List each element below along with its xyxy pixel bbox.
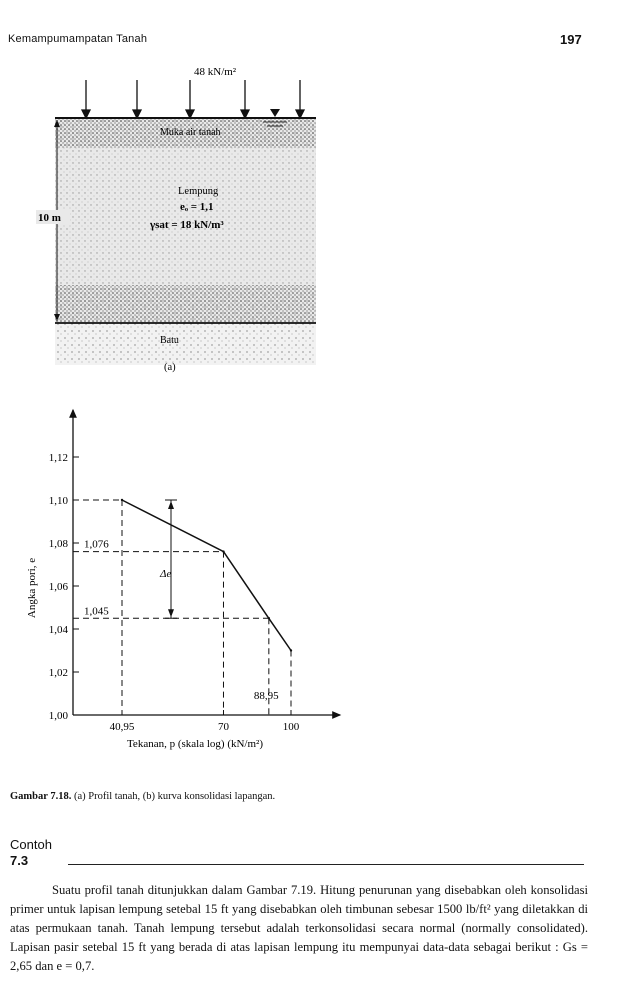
void-ratio-label: eₒ = 1,1 [180, 201, 214, 213]
example-number: 7.3 [10, 853, 29, 868]
y-tick-label: 1,04 [48, 624, 68, 636]
x-tick-label: 100 [282, 721, 300, 733]
panel-a-label: (a) [164, 362, 176, 373]
x-axis-label: Tekanan, p (skala log) (kN/m²) [126, 738, 264, 750]
annotation-p-8895: 88,95 [253, 690, 279, 702]
unit-weight-label: γsat = 18 kN/m³ [150, 219, 224, 231]
page-number: 197 [560, 32, 582, 47]
soil-name-label: Lempung [178, 186, 219, 197]
y-tick-label: 1,06 [48, 581, 68, 593]
y-axis-label: Angka pori, e [26, 557, 38, 619]
water-table-label: Muka air tanah [160, 127, 221, 138]
example-heading-rule [68, 864, 584, 865]
annotation-e-1045: 1,045 [84, 605, 109, 618]
example-paragraph [10, 881, 588, 976]
delta-e-arrow-up [168, 501, 174, 509]
y-tick-label: 1,08 [48, 538, 68, 550]
x-tick-label: 40,95 [109, 721, 135, 733]
example-text: Suatu profil tanah ditunjukkan dalam Gambar 7.19. Hitung penurunan yang disebabkan oleh konsolidasi primer untuk lapisan lempung setebal 15 ft yang disebabkan oleh timbunan sebesar 1500 lb/ft² yang diletakkan di atas permukaan tanah. Tanah lempung tersebut adalah terkonsolidasi secara normal (normally consolidated). Lapisan pasir setebal 15 ft yang berada di atas lapisan lempung itu mempunyai data-data sebagai berikut : Gs = 2,65 dan e = 0,7. [10, 883, 588, 973]
thickness-label: 10 m [38, 212, 61, 224]
x-tick-label: 70 [217, 721, 229, 733]
figure-caption [10, 791, 275, 802]
y-tick-label: 1,02 [48, 667, 68, 679]
y-tick-label: 1,00 [48, 710, 68, 722]
y-tick-label: 1,10 [48, 495, 68, 507]
consolidation-curve [122, 500, 291, 651]
rock-label: Batu [160, 335, 179, 346]
caption-text: (a) Profil tanah, (b) kurva konsolidasi lapangan. [73, 791, 276, 802]
running-header-title: Kemampumampatan Tanah [8, 33, 148, 45]
example-heading-word: Contoh [10, 837, 52, 852]
y-tick-label: 1,12 [48, 452, 68, 464]
annotation-e-1076: 1,076 [84, 538, 109, 551]
annotation-delta-e: Δe [160, 567, 172, 580]
load-label: 48 kN/m² [194, 66, 237, 78]
caption-label: Gambar 7.18. [10, 791, 72, 802]
delta-e-arrow-down [168, 609, 174, 617]
